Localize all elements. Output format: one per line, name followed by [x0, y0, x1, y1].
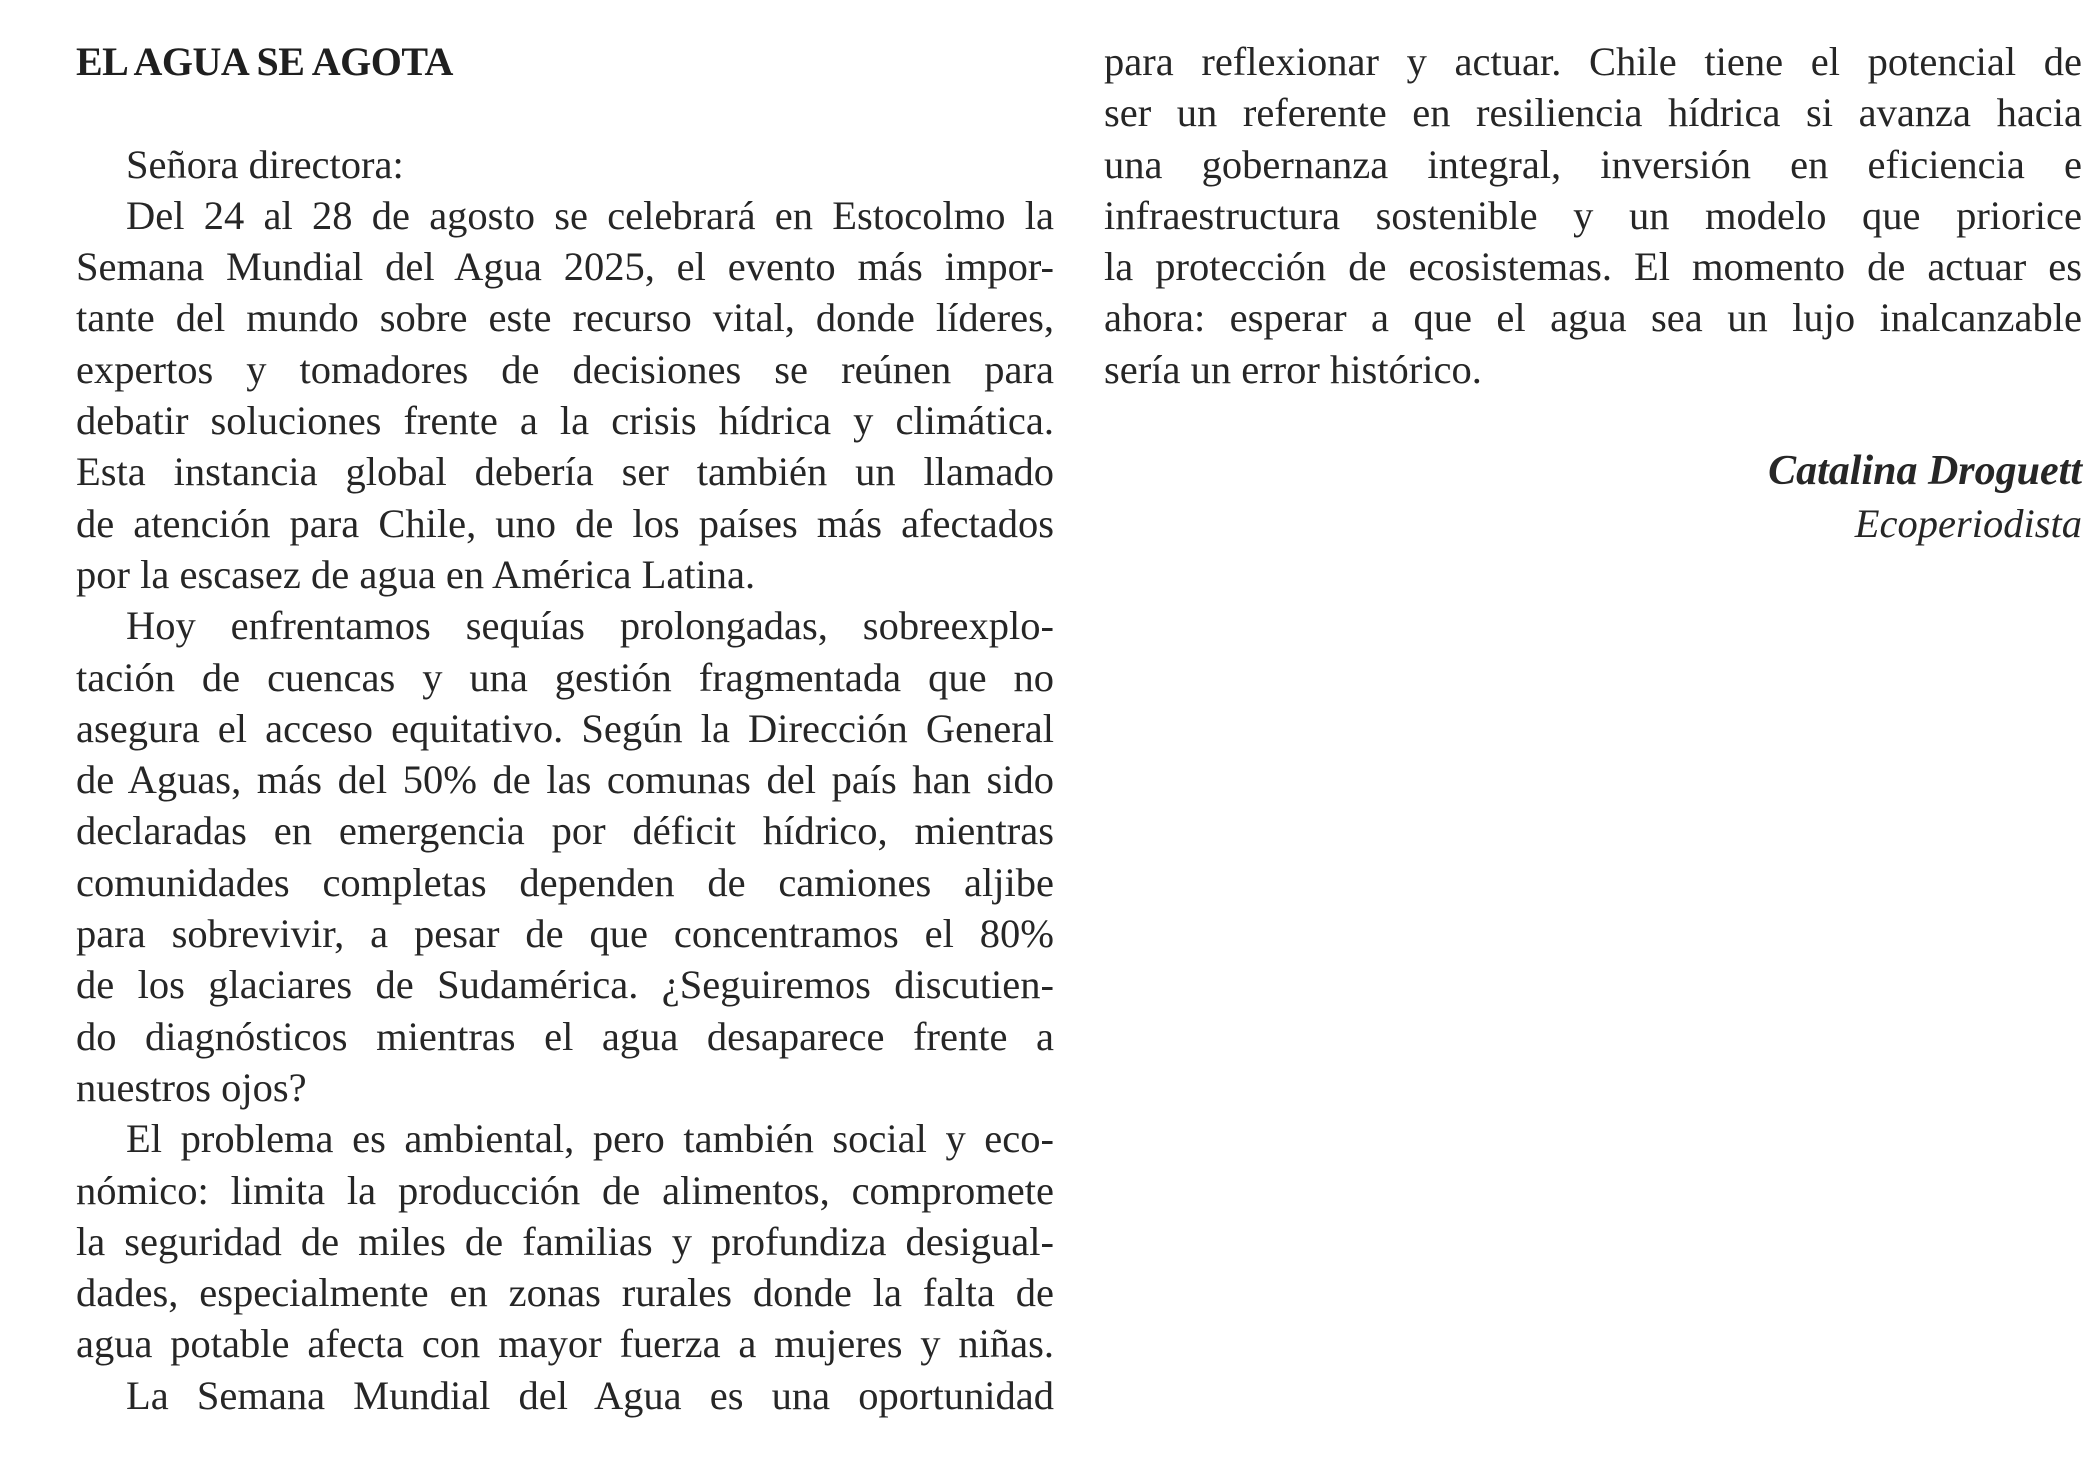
text-line: do diagnósticos mientras el agua desaparece frente a: [76, 1013, 1054, 1059]
text-line: agua potable afecta con mayor fuerza a mujeres y niñas.: [76, 1321, 1054, 1367]
text-line: ser un referente en resiliencia hídrica si avanza hacia: [1104, 90, 2082, 136]
text-line: expertos y tomadores de decisiones se reúnen para: [76, 346, 1054, 392]
headline-spacer: [76, 87, 1054, 138]
text-line: la seguridad de miles de familias y profundiza desigual-: [76, 1218, 1054, 1264]
headline: EL AGUA SE AGOTA: [76, 39, 453, 84]
text-line: dades, especialmente en zonas rurales donde la falta de: [76, 1270, 1054, 1316]
text-line: de Aguas, más del 50% de las comunas del país han sido: [76, 757, 1054, 803]
signature-name: Catalina Droguett: [1768, 448, 2082, 495]
text-line: nuestros ojos?: [76, 1064, 307, 1110]
text-line: sería un error histórico.: [1104, 346, 1482, 392]
text-line: Esta instancia global debería ser también un llamado: [76, 449, 1054, 495]
text-line: para sobrevivir, a pesar de que concentramos el 80%: [76, 911, 1054, 957]
right-body-text: [1104, 36, 2082, 395]
text-line: una gobernanza integral, inversión en eficiencia e: [1104, 141, 2082, 187]
text-line: tante del mundo sobre este recurso vital, donde líderes,: [76, 295, 1054, 341]
text-line: Del 24 al 28 de agosto se celebrará en Estocolmo la: [126, 192, 1054, 238]
text-line: debatir soluciones frente a la crisis hídrica y climática.: [76, 398, 1054, 444]
text-line: comunidades completas dependen de camiones aljibe: [76, 859, 1054, 905]
text-line: asegura el acceso equitativo. Según la Dirección General: [76, 705, 1054, 751]
left-body-text: [76, 190, 1054, 1421]
signature-block: [1104, 446, 2082, 549]
signature-role: Ecoperiodista: [1854, 500, 2082, 546]
text-line: de atención para Chile, uno de los países más afectados: [76, 500, 1054, 546]
text-line: ahora: esperar a que el agua sea un lujo inalcanzable: [1104, 295, 2082, 341]
text-line: de los glaciares de Sudamérica. ¿Seguiremos discutien-: [76, 962, 1054, 1008]
text-line: la protección de ecosistemas. El momento de actuar es: [1104, 244, 2082, 290]
text-line: declaradas en emergencia por déficit hídrico, mientras: [76, 808, 1054, 854]
text-line: nómico: limita la producción de alimentos, compromete: [76, 1167, 1054, 1213]
text-line: infraestructura sostenible y un modelo que priorice: [1104, 192, 2082, 238]
text-line: para reflexionar y actuar. Chile tiene el potencial de: [1104, 39, 2082, 84]
text-line: Semana Mundial del Agua 2025, el evento más impor-: [76, 244, 1054, 290]
text-line: El problema es ambiental, pero también social y eco-: [126, 1116, 1054, 1162]
right-column: [1104, 36, 2082, 549]
salutation: Señora directora:: [126, 141, 404, 187]
text-line: por la escasez de agua en América Latina.: [76, 551, 756, 597]
left-column: [76, 36, 1054, 1421]
text-line: La Semana Mundial del Agua es una oportunidad: [126, 1372, 1054, 1418]
text-line: Hoy enfrentamos sequías prolongadas, sobreexplo-: [126, 603, 1054, 649]
text-line: tación de cuencas y una gestión fragmentada que no: [76, 654, 1054, 700]
